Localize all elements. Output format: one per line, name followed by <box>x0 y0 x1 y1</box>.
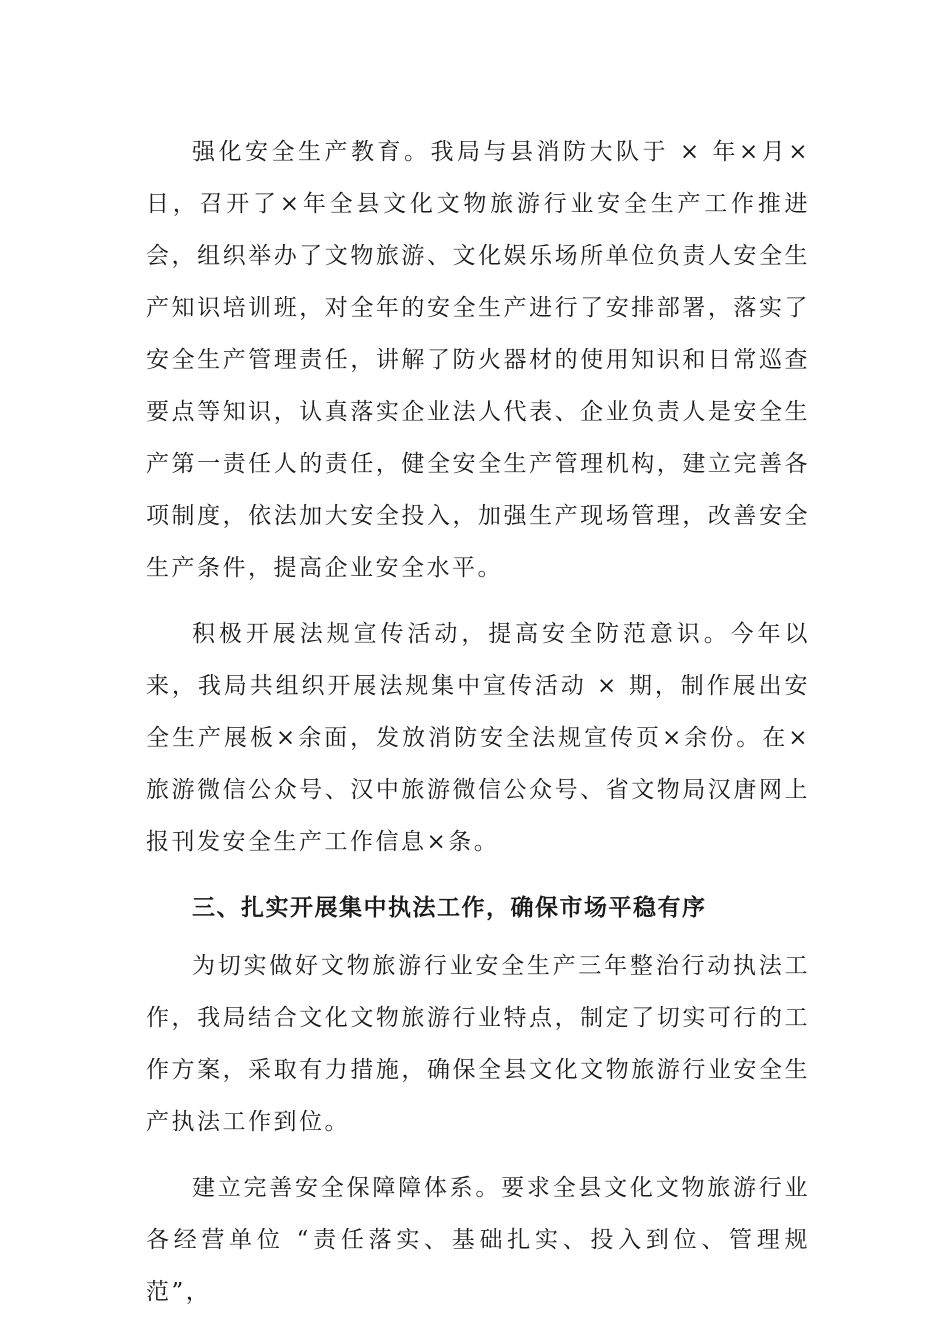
paragraph-safety-system: 建立完善安全保障障体系。要求全县文化文物旅游行业各经营单位 “责任落实、基础扎实、投入到位、管理规范”， <box>146 1175 810 1305</box>
document-body <box>146 126 810 1332</box>
section-heading: 三、扎实开展集中执法工作，确保市场平稳有序 <box>192 895 707 921</box>
paragraph-safety-education: 强化安全生产教育。我局与县消防大队于 × 年×月×日，召开了×年全县文化文物旅游行业安全生产工作推进会，组织举办了文物旅游、文化娱乐场所单位负责人安全生产知识培训班，对全年的安全生产进行了安排部署，落实了安全生产管理责任，讲解了防火器材的使用知识和日常巡查要点等知识，认真落实企业法人代表、企业负责人是安全生产第一责任人的责任，健全安全生产管理机构，建立完善各项制度，依法加大安全投入，加强生产现场管理，改善安全生产条件，提高企业安全水平。 <box>146 139 810 581</box>
paragraph-enforcement-plan: 为切实做好文物旅游行业安全生产三年整治行动执法工作，我局结合文化文物旅游行业特点，制定了切实可行的工作方案，采取有力措施，确保全县文化文物旅游行业安全生产执法工作到位。 <box>146 953 810 1135</box>
paragraph-law-publicity: 积极开展法规宣传活动，提高安全防范意识。今年以来，我局共组织开展法规集中宣传活动 × 期，制作展出安全生产展板×余面，发放消防安全法规宣传页×余份。在×旅游微信公众号、汉中旅游微信公众号、省文物局汉唐网上报刊发安全生产工作信息×条。 <box>146 621 810 855</box>
